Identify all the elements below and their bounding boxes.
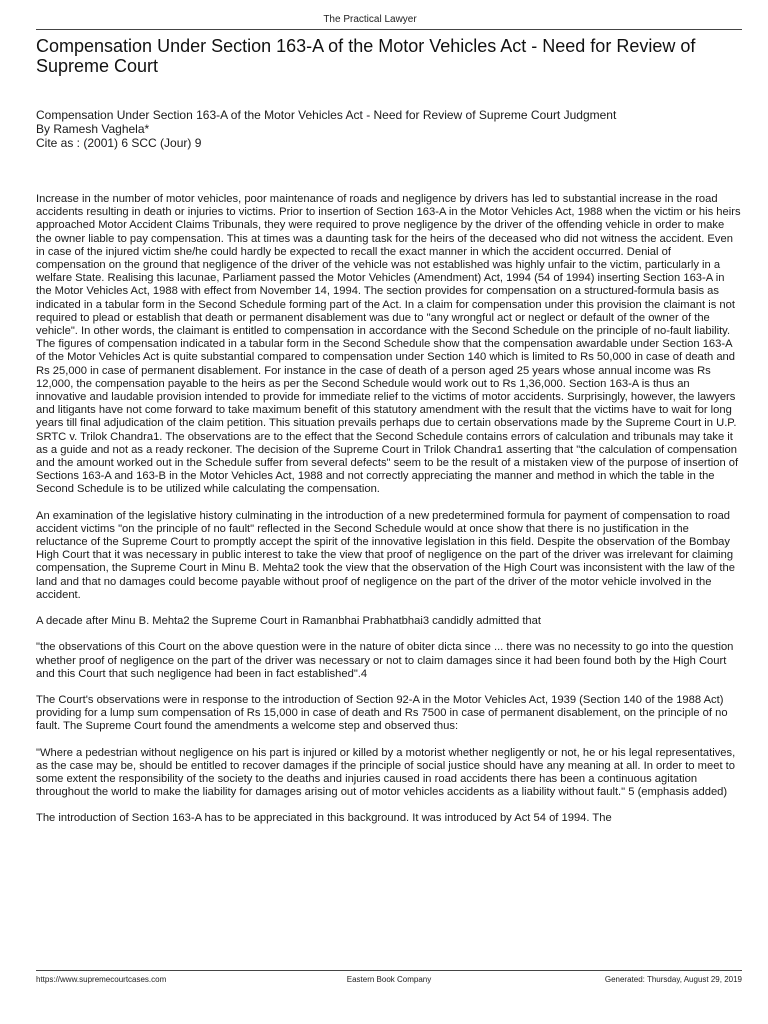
document-meta — [36, 108, 742, 150]
paragraph: An examination of the legislative history culminating in the introduction of a new predetermined formula for payment of compensation to road accident victims "on the principle of no fault" reflected in the Second Schedule would at once show that there is no justification in the reluctance of the Supreme Court to promptly accept the spirit of the innovative legislation in this field. Despite the observation of the Bombay High Court that it was necessary in public interest to take the view that proof of negligence on the part of the driver was irrelevant for claiming compensation, the Supreme Court in Minu B. Mehta2 took the view that the observation of the High Court was inconsistent with the law of the land and that no damages could become payable without proof of negligence on the part of the driver of the motor vehicle involved in the accident. — [36, 509, 735, 601]
footer-generated-date: Generated: Thursday, August 29, 2019 — [604, 975, 742, 984]
document-title: Compensation Under Section 163-A of the Motor Vehicles Act - Need for Review of Supreme Court — [36, 36, 696, 76]
footer-publisher: Eastern Book Company — [346, 975, 432, 984]
paragraph: Increase in the number of motor vehicles, poor maintenance of roads and negligence by drivers has led to substantial increase in the road accidents resulting in death or injuries to victims. Prior to insertion of Section 163-A in the Motor Vehicles Act, 1988 when the victim or his heirs approached Motor Accident Claims Tribunals, they were required to prove negligence by the driver of the offending vehicle in order to make the owner liable to pay compensation. This at times was a daunting task for the heirs of the deceased who did not witness the accident. Even in case of the injured victim she/he could hardly be expected to recall the exact manner in which the accident occurred. Denial of compensation on the ground that negligence of the driver of the vehicle was not established was highly unfair to the victim, particularly in a welfare State. Realising this lacunae, Parliament passed the Motor Vehicles (Amendment) Act, 1994 (54 of 1994) inserting Section 163-A in the Motor Vehicles Act, 1988 with effect from November 14, 1994. The section provides for compensation on a structured-formula basis as indicated in a tabular form in the Second Schedule forming part of the Act. In a claim for compensation under this provision the claimant is not required to plead or establish that death or permanent disablement was due to "any wrongful act or neglect or default of the owner of the vehicle". In other words, the claimant is entitled to compensation in accordance with the Second Schedule on the principle of no-fault liability. The figures of compensation indicated in a tabular form in the Second Schedule show that the compensation awardable under Section 163-A of the Motor Vehicles Act is quite substantial compared to compensation under Section 140 which is limited to Rs 50,000 in case of death and Rs 25,000 in case of permanent disablement. For instance in the case of death of a person aged 25 years whose annual income was Rs 12,000, the compensation payable to the heirs as per the Second Schedule would work out to Rs 1,36,000. Section 163-A is thus an innovative and laudable provision intended to provide for immediate relief to the victims of motor accidents. Surprisingly, however, the lawyers and litigants have not come forward to take maximum benefit of this statutory amendment with the result that the victims have to wait for long years till final adjudication of the claim petition. This situation prevails perhaps due to certain observations made by the Supreme Court in U.P. SRTC v. Trilok Chandra1. The observations are to the effect that the Second Schedule contains errors of calculation and tribunals may take it as a guide and not as a ready reckoner. The decision of the Supreme Court in Trilok Chandra1 asserting that "the calculation of compensation and the amount worked out in the Schedule suffer from several defects" seem to be the result of a mistaken view of the purpose of insertion of Sections 163-A and 163-B in the Motor Vehicles Act, 1988 and not correctly appreciating the manner and method in which the table in the Second Schedule is to be utilized while calculating the compensation. — [36, 193, 741, 496]
quote-paragraph: "Where a pedestrian without negligence on his part is injured or killed by a motorist whether negligently or not, he or his legal representatives, as the case may be, should be entitled to recover damages if the principle of social justice should have any meaning at all. In order to meet to some extent the responsibility of the society to the deaths and injuries caused in road accidents there has been a continuous agitation throughout the world to make the liability for damages arising out of motor vehicles accidents as a liability without fault." 5 (emphasis added) — [36, 746, 736, 799]
quote-paragraph: "the observations of this Court on the above question were in the nature of obiter dicta since ... there was no necessity to go into the question whether proof of negligence on the part of the driver was necessary or not to claim damages since it had been found both by the High Court and this Court that such negligence had been in fact established".4 — [36, 641, 734, 680]
paragraph: The Court's observations were in response to the introduction of Section 92-A in the Motor Vehicles Act, 1939 (Section 140 of the 1988 Act) providing for a lump sum compensation of Rs 15,000 in case of death and Rs 7500 in case of permanent disablement, on the principle of no fault. The Supreme Court found the amendments a welcome step and observed thus: — [36, 693, 728, 733]
paragraph: A decade after Minu B. Mehta2 the Supreme Court in Ramanbhai Prabhatbhai3 candidly admitted that — [36, 615, 541, 628]
header-site-name: The Practical Lawyer — [323, 14, 417, 25]
document-author: By Ramesh Vaghela* — [36, 122, 150, 136]
footer-divider — [36, 970, 742, 971]
document-citation: Cite as : (2001) 6 SCC (Jour) 9 — [36, 136, 202, 150]
document-body — [36, 193, 742, 839]
header-divider — [36, 29, 742, 30]
document-subtitle: Compensation Under Section 163-A of the Motor Vehicles Act - Need for Review of Supreme Court Judgment — [36, 108, 617, 122]
paragraph: The introduction of Section 163-A has to be appreciated in this background. It was introduced by Act 54 of 1994. The — [36, 812, 612, 825]
page-footer — [36, 975, 742, 987]
footer-url-link[interactable]: https://www.supremecourtcases.com — [36, 975, 167, 984]
